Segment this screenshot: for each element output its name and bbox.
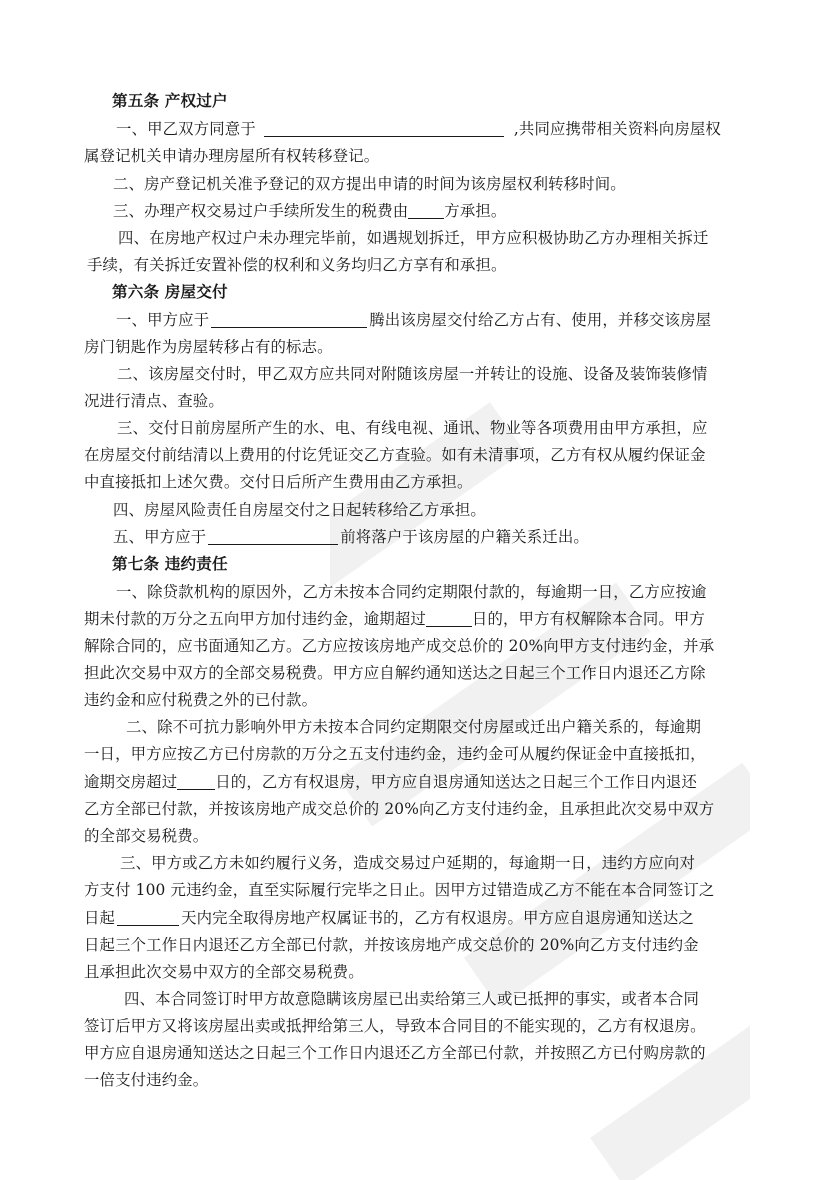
article-7-item-1-line-2 xyxy=(84,609,705,629)
article-5-item-1-line-1 xyxy=(116,119,721,139)
article-7-heading: 第七条 违约责任 xyxy=(112,554,228,573)
article-7-item-2-line-1: 二、除不可抗力影响外甲方未按本合同约定期限交付房屋或迁出户籍关系的，每逾期 xyxy=(126,718,702,736)
text-segment: 腾出该房屋交付给乙方占有、使用，并移交该房屋 xyxy=(369,311,712,329)
text-segment: ,共同应携带相关资料向房屋权 xyxy=(513,120,721,138)
text-segment: 五、甲方应于 xyxy=(113,528,207,546)
article-6-item-1-line-1 xyxy=(116,310,711,330)
article-5-item-3 xyxy=(113,201,506,221)
article-5-heading: 第五条 产权过户 xyxy=(112,91,228,110)
article-6-item-2-line-1: 二、该房屋交付时，甲乙双方应共同对附随该房屋一并转让的设施、设备及装饰装修情 xyxy=(117,365,708,383)
article-7-item-1-line-5: 违约金和应付税费之外的已付款。 xyxy=(84,691,318,709)
text-segment: 期未付款的万分之五向甲方加付违约金，逾期超过 xyxy=(84,610,426,628)
article-7-item-3-line-5: 且承担此次交易中双方的全部交易税费。 xyxy=(84,963,364,981)
text-segment: 一、甲方应于 xyxy=(116,311,210,329)
fill-blank-tax-party[interactable] xyxy=(408,202,444,219)
text-segment: 前将落户于该房屋的户籍关系迁出。 xyxy=(340,528,589,546)
fill-blank-certificate-days[interactable] xyxy=(117,909,179,926)
article-7-item-2-line-4: 乙方全部已付款，并按该房地产成交总价的 20%向乙方支付违约金，且承担此次交易中双方 xyxy=(84,800,715,818)
article-7-item-2-line-3 xyxy=(84,772,697,792)
article-6-item-2-line-2: 况进行清点、查验。 xyxy=(84,392,224,410)
article-6-item-3-line-3: 中直接抵扣上述欠费。交付日后所产生费用由乙方承担。 xyxy=(84,473,473,491)
fill-blank-handover-date[interactable] xyxy=(211,311,367,328)
article-7-item-3-line-2: 方支付 100 元违约金，直至实际履行完毕之日止。因甲方过错造成乙方不能在本合同签订之 xyxy=(84,881,715,899)
article-5-item-4-line-2: 手续，有关拆迁安置补偿的权利和义务均归乙方享有和承担。 xyxy=(87,256,507,274)
article-5-item-2: 二、房产登记机关准予登记的双方提出申请的时间为该房屋权利转移时间。 xyxy=(113,175,626,193)
article-7-item-1-line-4: 担此次交易中双方的全部交易税费。甲方应自解约通知送达之日起三个工作日内退还乙方除 xyxy=(84,664,706,682)
article-6-heading: 第六条 房屋交付 xyxy=(112,282,228,301)
fill-blank-household-date[interactable] xyxy=(208,528,338,545)
article-7-item-4-line-1: 四、本合同签订时甲方故意隐瞒该房屋已出卖给第三人或已抵押的事实，或者本合同 xyxy=(124,990,700,1008)
article-6-item-4: 四、房屋风险责任自房屋交付之日起转移给乙方承担。 xyxy=(113,501,486,519)
article-7-item-3-line-4: 日起三个工作日内退还乙方全部已付款，并按该房地产成交总价的 20%向乙方支付违约金 xyxy=(84,936,699,954)
text-segment: 天内完全取得房地产权属证书的，乙方有权退房。甲方应自退房通知送达之 xyxy=(181,909,694,927)
text-segment: 一、甲乙双方同意于 xyxy=(116,120,256,138)
fill-blank-late-delivery-days[interactable] xyxy=(177,773,215,790)
article-6-item-1-line-2: 房门钥匙作为房屋转移占有的标志。 xyxy=(84,338,333,356)
article-6-item-5 xyxy=(113,527,589,547)
article-6-item-3-line-1: 三、交付日前房屋所产生的水、电、有线电视、通讯、物业等各项费用由甲方承担，应 xyxy=(117,419,708,437)
text-segment: 三、办理产权交易过户手续所发生的税费由 xyxy=(113,202,409,220)
article-6-item-3-line-2: 在房屋交付前结清以上费用的付讫凭证交乙方查验。如有未清事项，乙方有权从履约保证金 xyxy=(84,446,706,464)
article-7-item-1-line-3: 解除合同的，应书面通知乙方。乙方应按该房地产成交总价的 20%向甲方支付违约金，并承 xyxy=(84,637,715,655)
fill-blank-overdue-days[interactable] xyxy=(426,610,472,627)
article-7-item-2-line-5: 的全部交易税费。 xyxy=(84,827,209,845)
article-7-item-4-line-4: 一倍支付违约金。 xyxy=(84,1071,209,1089)
article-7-item-2-line-2: 一日，甲方应按乙方已付房款的万分之五支付违约金，违约金可从履约保证金中直接抵扣， xyxy=(84,745,706,763)
article-7-item-3-line-3 xyxy=(84,908,694,928)
article-7-item-4-line-3: 甲方应自退房通知送达之日起三个工作日内退还乙方全部已付款，并按照乙方已付购房款的 xyxy=(84,1044,706,1062)
text-segment: 日的，乙方有权退房，甲方应自退房通知送达之日起三个工作日内退还 xyxy=(215,773,698,791)
article-7-item-1-line-1: 一、除贷款机构的原因外，乙方未按本合同约定期限付款的，每逾期一日，乙方应按逾 xyxy=(116,583,707,601)
article-7-item-3-line-1: 三、甲方或乙方未如约履行义务，造成交易过户延期的，每逾期一日，违约方应向对 xyxy=(120,854,696,872)
text-segment: 逾期交房超过 xyxy=(84,773,178,791)
fill-blank-transfer-date[interactable] xyxy=(264,120,504,137)
article-5-item-4-line-1: 四、在房地产权过户未办理完毕前，如遇规划拆迁，甲方应积极协助乙方办理相关拆迁 xyxy=(118,229,709,247)
text-segment: 方承担。 xyxy=(444,202,507,220)
article-7-item-4-line-2: 签订后甲方又将该房屋出卖或抵押给第三人，导致本合同目的不能实现的，乙方有权退房。 xyxy=(84,1017,706,1035)
text-segment: 日起 xyxy=(84,909,116,927)
text-segment: 日的，甲方有权解除本合同。甲方 xyxy=(471,610,706,628)
article-5-item-1-line-2: 属登记机关申请办理房屋所有权转移登记。 xyxy=(84,147,380,165)
